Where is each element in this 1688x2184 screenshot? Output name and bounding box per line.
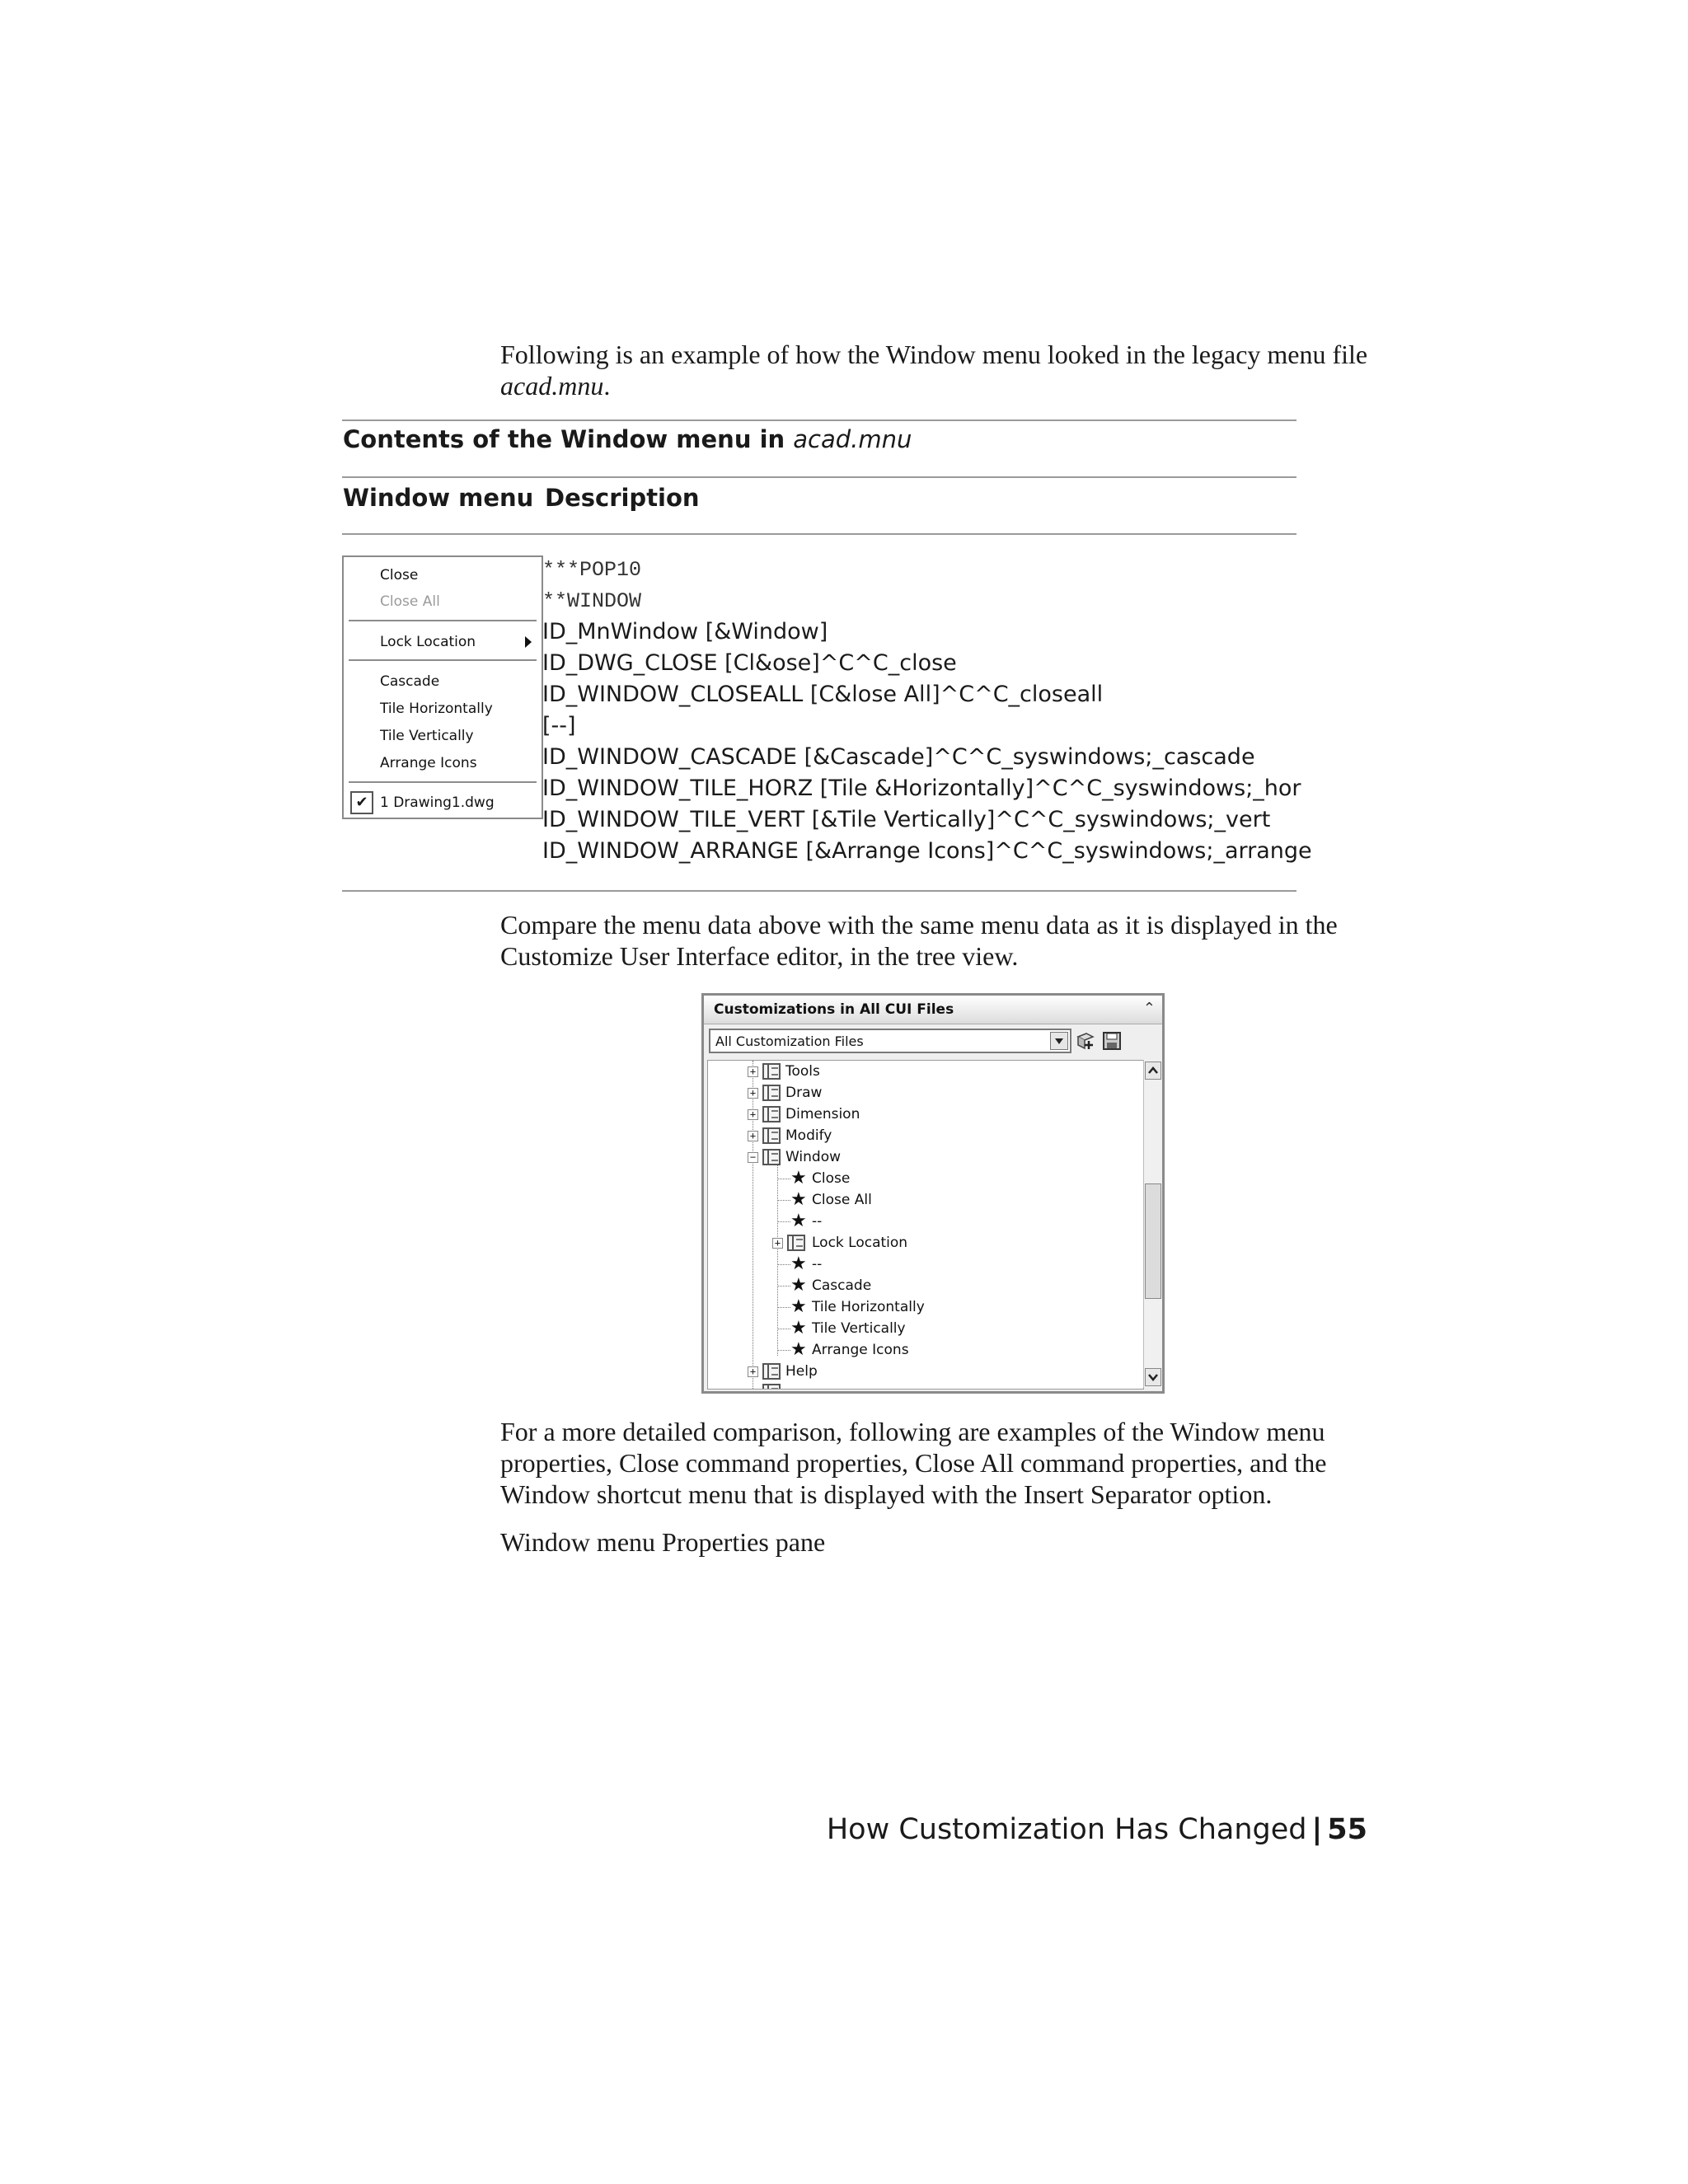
command-star-icon: ★ bbox=[790, 1318, 807, 1338]
command-star-icon: ★ bbox=[790, 1189, 807, 1210]
desc-line: ***POP10 bbox=[542, 558, 642, 582]
detail-paragraph: For a more detailed comparison, following are examples of the Window menu properties, Close command properties, Close All command properties, and the Window shortcut menu that is displayed with the Insert Separator option. bbox=[500, 1417, 1327, 1509]
properties-pane-label: Window menu Properties pane bbox=[500, 1527, 826, 1557]
cui-tree-panel bbox=[701, 993, 1165, 1394]
tree-node-label: Cascade bbox=[812, 1277, 872, 1294]
menu-icon bbox=[762, 1063, 781, 1080]
scroll-up-icon[interactable] bbox=[1145, 1062, 1161, 1080]
tree-node-help[interactable] bbox=[708, 1361, 955, 1382]
tree-guide bbox=[777, 1200, 790, 1201]
tree-node-modify[interactable] bbox=[708, 1125, 955, 1146]
menu-icon bbox=[787, 1235, 805, 1251]
command-star-icon: ★ bbox=[790, 1275, 807, 1296]
header-rule bbox=[342, 533, 1296, 535]
expand-icon[interactable]: + bbox=[748, 1109, 758, 1120]
expand-icon[interactable]: + bbox=[748, 1131, 758, 1141]
tree-node-close[interactable] bbox=[708, 1168, 955, 1189]
desc-line: ID_WINDOW_TILE_VERT [&Tile Vertically]^C^C_syswindows;_vert bbox=[542, 807, 1271, 832]
scroll-down-icon[interactable] bbox=[1145, 1368, 1161, 1386]
save-icon[interactable] bbox=[1101, 1030, 1123, 1052]
menu-icon bbox=[762, 1085, 781, 1101]
panel-title-bar bbox=[704, 996, 1162, 1024]
load-file-icon[interactable] bbox=[1075, 1030, 1096, 1052]
tree-node-label: Draw bbox=[785, 1085, 823, 1101]
tree-view[interactable] bbox=[707, 1060, 1144, 1390]
expand-icon[interactable]: + bbox=[748, 1066, 758, 1077]
tree-guide bbox=[777, 1264, 790, 1265]
tree-guide bbox=[777, 1350, 790, 1351]
table-top-rule bbox=[342, 419, 1296, 421]
command-star-icon: ★ bbox=[790, 1211, 807, 1231]
menu-icon bbox=[762, 1127, 781, 1144]
tree-node-label: Dimension bbox=[785, 1106, 860, 1122]
tree-guide bbox=[777, 1221, 790, 1222]
footer-section-title: How Customization Has Changed bbox=[826, 1813, 1307, 1846]
tree-node-label: Window bbox=[785, 1149, 842, 1165]
tree-node-label: Close All bbox=[812, 1192, 872, 1208]
intro-text: Following is an example of how the Window menu looked in the legacy menu file bbox=[500, 340, 1368, 369]
dropdown-arrow-icon[interactable] bbox=[1050, 1032, 1068, 1050]
tree-node-label: -- bbox=[812, 1256, 823, 1272]
expand-icon[interactable]: + bbox=[772, 1238, 783, 1249]
desc-line: ID_WINDOW_TILE_HORZ [Tile &Horizontally]^C^C_syswindows;_hor bbox=[542, 776, 1301, 801]
tree-node-window[interactable] bbox=[708, 1146, 955, 1168]
caption-text: Contents of the Window menu in bbox=[343, 425, 794, 453]
desc-line: ID_DWG_CLOSE [Cl&ose]^C^C_close bbox=[542, 650, 957, 676]
column-header-window-menu: Window menu bbox=[343, 484, 534, 512]
customization-files-dropdown[interactable] bbox=[709, 1029, 1071, 1053]
table-caption bbox=[343, 425, 912, 453]
collapse-node-icon[interactable]: − bbox=[748, 1152, 758, 1163]
page-footer bbox=[827, 1813, 1367, 1846]
page-number: 55 bbox=[1327, 1813, 1367, 1846]
menu-item-arrange-icons[interactable]: Arrange Icons bbox=[380, 755, 477, 771]
tree-node-label: Tile Vertically bbox=[812, 1320, 906, 1337]
menu-separator bbox=[349, 781, 537, 783]
command-star-icon: ★ bbox=[790, 1254, 807, 1274]
tree-node-label: Close bbox=[812, 1170, 851, 1187]
tree-node-dimension[interactable] bbox=[708, 1104, 955, 1125]
menu-item-close-all[interactable]: Close All bbox=[380, 593, 440, 610]
submenu-arrow-icon bbox=[525, 636, 532, 648]
command-star-icon: ★ bbox=[790, 1296, 807, 1317]
caption-file: acad.mnu bbox=[793, 425, 912, 453]
menu-item-drawing1[interactable]: 1 Drawing1.dwg bbox=[380, 794, 495, 811]
tree-node-separator[interactable] bbox=[708, 1211, 955, 1232]
caption-rule bbox=[342, 476, 1296, 478]
tree-node-tile-horizontally[interactable] bbox=[708, 1296, 972, 1318]
collapse-icon[interactable]: ⌃ bbox=[1142, 1000, 1156, 1017]
menu-separator bbox=[349, 620, 537, 621]
tree-node-label: Tools bbox=[785, 1063, 820, 1080]
table-bottom-rule bbox=[342, 890, 1296, 892]
tree-guide bbox=[777, 1307, 790, 1308]
legacy-window-menu bbox=[342, 555, 543, 819]
expand-icon[interactable]: + bbox=[748, 1088, 758, 1099]
intro-end: . bbox=[603, 371, 611, 401]
desc-line: ID_WINDOW_CLOSEALL [C&lose All]^C^C_closeall bbox=[542, 682, 1104, 707]
menu-item-tile-vertically[interactable]: Tile Vertically bbox=[380, 728, 474, 744]
tree-node-tile-vertically[interactable] bbox=[708, 1318, 972, 1339]
desc-line: ID_WINDOW_CASCADE [&Cascade]^C^C_syswindows;_cascade bbox=[542, 744, 1255, 770]
tree-node-label: Modify bbox=[785, 1127, 832, 1144]
tree-node-separator[interactable] bbox=[708, 1254, 955, 1275]
menu-item-close[interactable]: Close bbox=[380, 567, 419, 583]
desc-line: **WINDOW bbox=[542, 589, 642, 613]
menu-icon bbox=[762, 1149, 781, 1165]
tree-node-tools[interactable] bbox=[708, 1061, 955, 1082]
intro-paragraph bbox=[500, 339, 1382, 401]
command-star-icon: ★ bbox=[790, 1339, 807, 1360]
panel-title: Customizations in All CUI Files bbox=[714, 1001, 954, 1018]
desc-line: ID_MnWindow [&Window] bbox=[542, 619, 828, 644]
tree-node-draw[interactable] bbox=[708, 1082, 955, 1104]
tree-node-cascade[interactable] bbox=[708, 1275, 955, 1296]
tree-node-label: -- bbox=[812, 1213, 823, 1230]
menu-item-cascade[interactable]: Cascade bbox=[380, 673, 440, 690]
command-star-icon: ★ bbox=[790, 1168, 807, 1188]
menu-icon bbox=[762, 1106, 781, 1122]
scroll-thumb[interactable] bbox=[1145, 1183, 1161, 1299]
compare-paragraph: Compare the menu data above with the same menu data as it is displayed in the Customize User Interface editor, in the tree view. bbox=[500, 910, 1338, 971]
intro-file-name: acad.mnu bbox=[500, 371, 604, 401]
column-header-description: Description bbox=[545, 484, 700, 512]
tree-node-lock-location[interactable] bbox=[708, 1232, 972, 1254]
tree-node-close-all[interactable] bbox=[708, 1189, 955, 1211]
tree-node-label: Lock Location bbox=[812, 1235, 908, 1251]
expand-icon[interactable]: + bbox=[748, 1366, 758, 1377]
tree-node-label: Tile Horizontally bbox=[812, 1299, 925, 1315]
tree-node-label: Arrange Icons bbox=[812, 1342, 909, 1358]
menu-separator bbox=[349, 659, 537, 661]
menu-icon bbox=[762, 1363, 781, 1380]
desc-line: ID_WINDOW_ARRANGE [&Arrange Icons]^C^C_syswindows;_arrange bbox=[542, 838, 1312, 864]
dropdown-value: All Customization Files bbox=[715, 1033, 864, 1049]
tree-node-label: Help bbox=[785, 1363, 818, 1380]
menu-item-tile-horizontally[interactable]: Tile Horizontally bbox=[380, 701, 493, 717]
footer-separator: | bbox=[1311, 1813, 1323, 1846]
desc-line: [--] bbox=[542, 713, 576, 738]
check-icon: ✔ bbox=[350, 791, 373, 814]
vertical-scrollbar[interactable] bbox=[1143, 1060, 1162, 1388]
menu-icon bbox=[762, 1384, 781, 1390]
menu-item-lock-location[interactable]: Lock Location bbox=[380, 634, 476, 650]
tree-node-arrange-icons[interactable] bbox=[708, 1339, 972, 1361]
